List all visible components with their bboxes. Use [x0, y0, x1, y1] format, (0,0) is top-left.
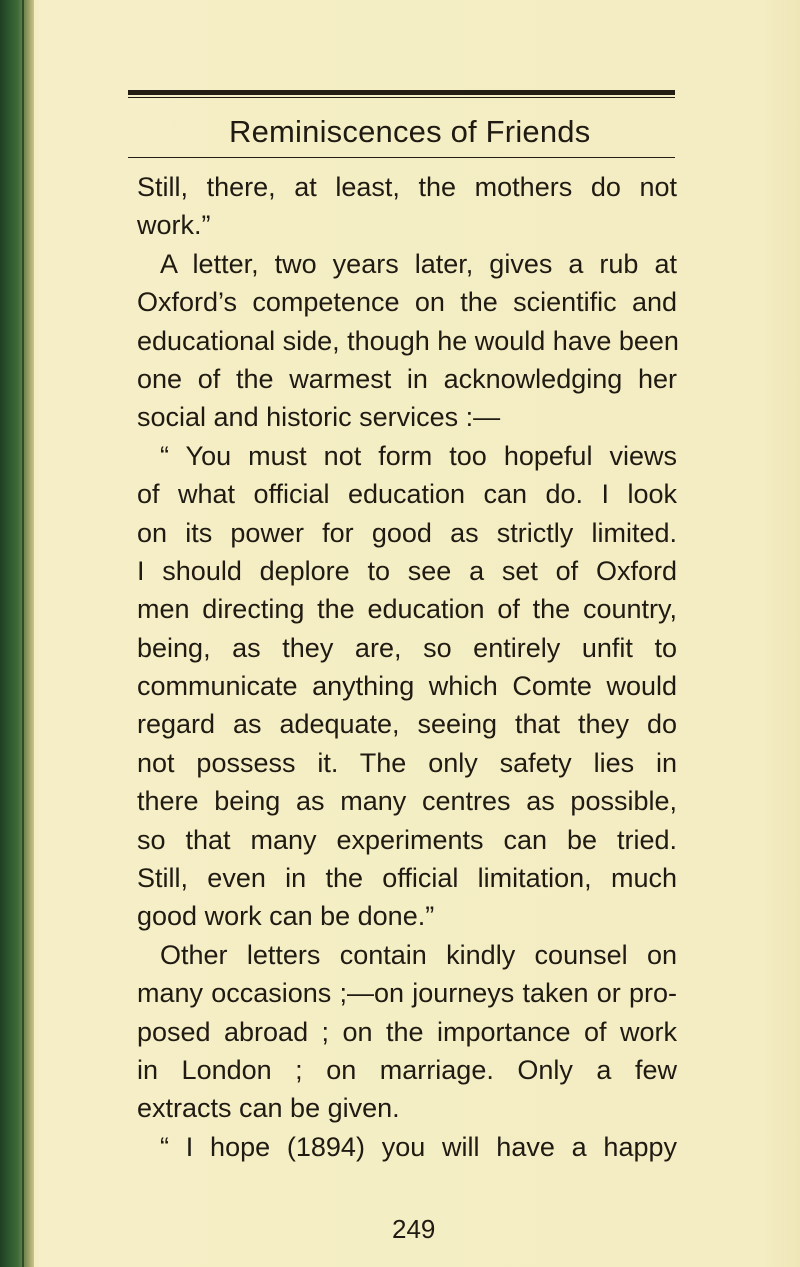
text-line: not possess it. The only safety lies in [137, 747, 677, 778]
body-text [137, 168, 677, 1166]
header-rule-thin [128, 97, 675, 98]
text-line: in London ; on marriage. Only a few [137, 1054, 677, 1085]
text-line: “ I hope (1894) you will have a happy [160, 1131, 677, 1162]
text-line: work.” [137, 210, 211, 241]
text-line: one of the warmest in acknowledging her [137, 363, 677, 394]
text-line: on its power for good as strictly limited. [137, 517, 677, 548]
text-line: Oxford’s competence on the scientific and [137, 287, 677, 318]
text-line: many occasions ;—on journeys taken or pro- [137, 978, 677, 1009]
binding-shadow-line [22, 0, 24, 1267]
text-line: A letter, two years later, gives a rub at [160, 248, 677, 279]
text-line: I should deplore to see a set of Oxford [137, 555, 677, 586]
page-number: 249 [392, 1214, 436, 1244]
text-line: educational side, though he would have been [137, 325, 679, 356]
text-line: social and historic services :— [137, 402, 501, 433]
text-line: extracts can be given. [137, 1093, 400, 1124]
text-line: being, as they are, so entirely unfit to [137, 632, 677, 663]
text-line: Other letters contain kindly counsel on [160, 939, 677, 970]
text-line: there being as many centres as possible, [137, 786, 677, 817]
text-line: “ You must not form too hopeful views [160, 440, 677, 471]
header-rule-thick [128, 90, 675, 95]
text-line: good work can be done.” [137, 901, 435, 932]
running-head: Reminiscences of Friends [229, 114, 591, 149]
book-binding-edge [0, 0, 34, 1267]
header-rule-bottom [128, 157, 675, 158]
text-line: communicate anything which Comte would [137, 671, 677, 702]
text-line: Still, there, at least, the mothers do not [137, 172, 677, 202]
text-line: posed abroad ; on the importance of work [137, 1016, 677, 1047]
text-line: so that many experiments can be tried. [137, 824, 677, 855]
text-line: of what official education can do. I look [137, 479, 677, 510]
text-line: men directing the education of the country, [137, 594, 677, 625]
text-line: Still, even in the official limitation, much [137, 863, 677, 894]
text-line: regard as adequate, seeing that they do [137, 709, 677, 740]
